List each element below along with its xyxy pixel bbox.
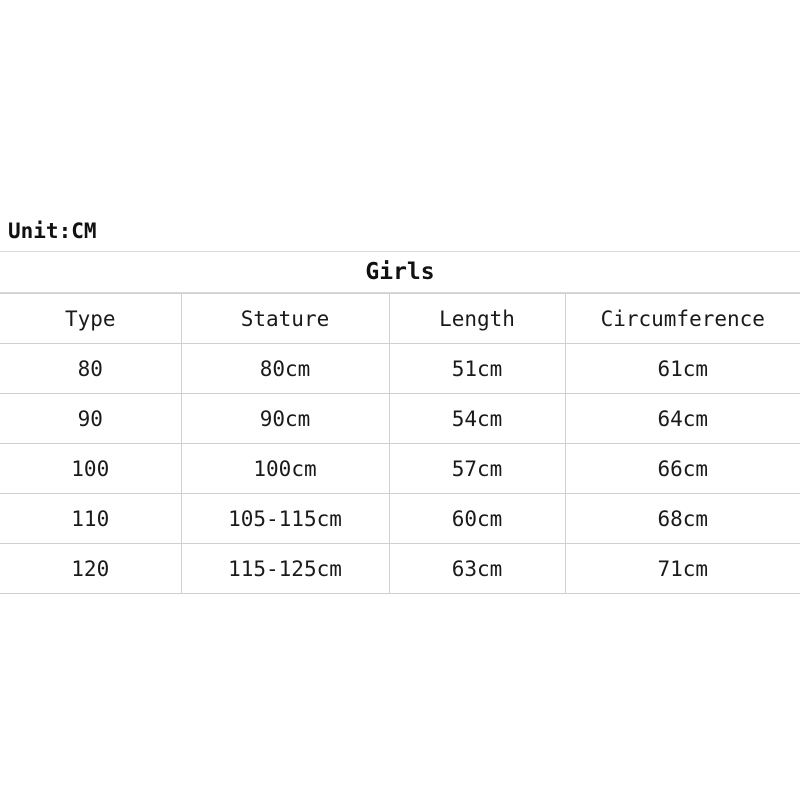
cell-stature: 80cm (181, 344, 389, 394)
table-row (0, 394, 800, 444)
column-header-circumference: Circumference (565, 294, 800, 344)
column-header-type: Type (0, 294, 181, 344)
unit-label: Unit:CM (8, 218, 97, 243)
cell-length: 60cm (389, 494, 565, 544)
cell-circumference: 61cm (565, 344, 800, 394)
cell-length: 54cm (389, 394, 565, 444)
size-table (0, 293, 800, 594)
column-header-length: Length (389, 294, 565, 344)
cell-type: 90 (0, 394, 181, 444)
cell-stature: 115-125cm (181, 544, 389, 594)
unit-row (0, 210, 800, 252)
section-title: Girls (365, 259, 435, 285)
section-title-row (0, 252, 800, 293)
cell-type: 110 (0, 494, 181, 544)
cell-stature: 100cm (181, 444, 389, 494)
size-chart-block (0, 210, 800, 594)
cell-circumference: 66cm (565, 444, 800, 494)
cell-length: 57cm (389, 444, 565, 494)
cell-type: 80 (0, 344, 181, 394)
cell-circumference: 64cm (565, 394, 800, 444)
cell-stature: 90cm (181, 394, 389, 444)
table-header-row (0, 294, 800, 344)
cell-type: 120 (0, 544, 181, 594)
cell-length: 63cm (389, 544, 565, 594)
cell-circumference: 68cm (565, 494, 800, 544)
cell-type: 100 (0, 444, 181, 494)
cell-stature: 105-115cm (181, 494, 389, 544)
cell-circumference: 71cm (565, 544, 800, 594)
column-header-stature: Stature (181, 294, 389, 344)
table-row (0, 444, 800, 494)
table-row (0, 494, 800, 544)
table-row (0, 544, 800, 594)
table-row (0, 344, 800, 394)
cell-length: 51cm (389, 344, 565, 394)
